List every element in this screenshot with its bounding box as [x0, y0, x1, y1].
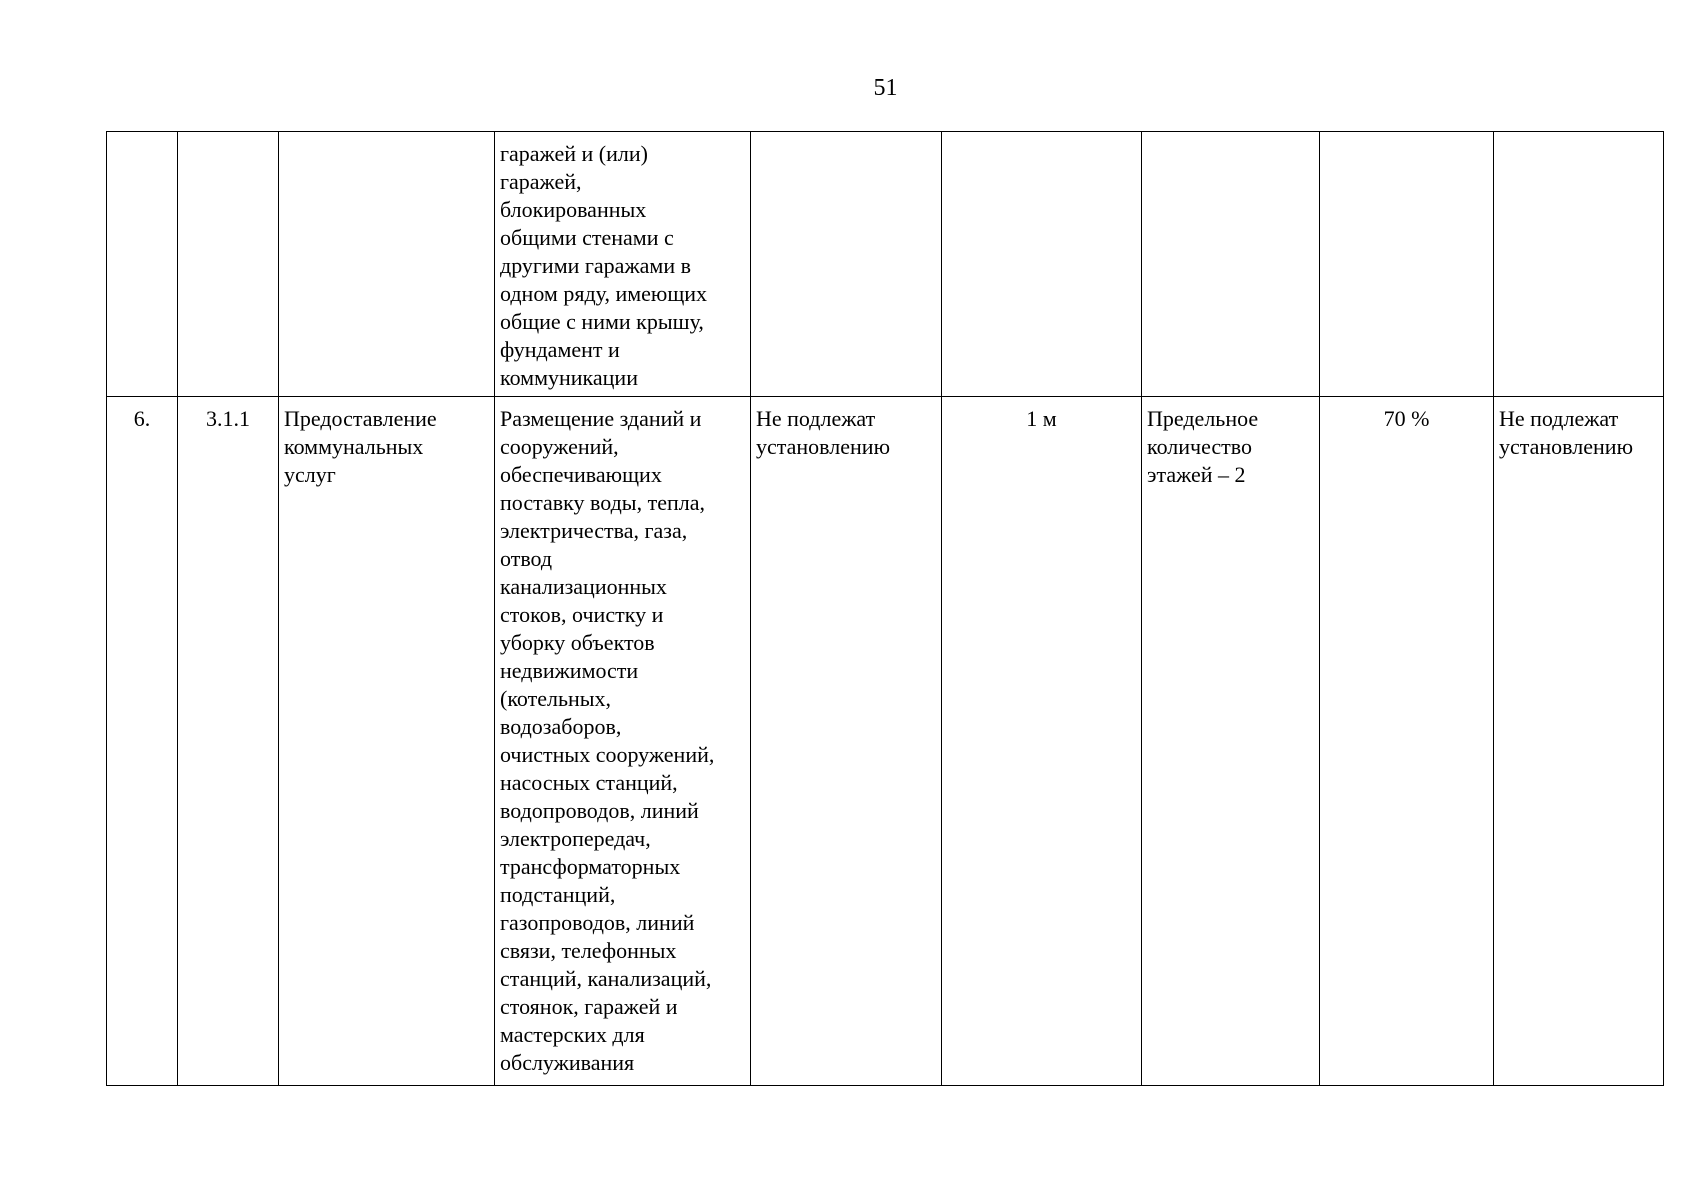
table-row — [107, 397, 1664, 1086]
page-number: 51 — [873, 75, 898, 101]
use-name-cell — [279, 132, 495, 397]
description-cell: гаражей и (или) гаражей, блокированных общими стенами с другими гаражами в одном ряду, имеющих общие с ними крышу, фундамент и коммуникации — [495, 132, 751, 397]
row-number-cell: 6. — [107, 397, 178, 1086]
column-8-cell — [1320, 132, 1494, 397]
column-7-cell: Предельное количество этажей – 2 — [1142, 397, 1320, 1086]
row-number-cell — [107, 132, 178, 397]
column-9-cell: Не подлежат установлению — [1494, 397, 1664, 1086]
column-9-cell — [1494, 132, 1664, 397]
table-row — [107, 132, 1664, 397]
column-7-cell — [1142, 132, 1320, 397]
column-5-cell — [751, 132, 942, 397]
column-6-cell — [942, 132, 1142, 397]
code-cell: 3.1.1 — [178, 397, 279, 1086]
column-8-cell: 70 % — [1320, 397, 1494, 1086]
regulations-table — [106, 131, 1664, 1086]
column-6-cell: 1 м — [942, 397, 1142, 1086]
description-cell: Размещение зданий и сооружений, обеспечивающих поставку воды, тепла, электричества, газа, отвод канализационных стоков, очистку и уборку объектов недвижимости (котельных, водозаборов, очистных сооружений, насосных станций, водопроводов, линий электропередач, трансформаторных подстанций, газопроводов, линий связи, телефонных станций, канализаций, стоянок, гаражей и мастерских для обслуживания — [495, 397, 751, 1086]
code-cell — [178, 132, 279, 397]
column-5-cell: Не подлежат установлению — [751, 397, 942, 1086]
use-name-cell: Предоставление коммунальных услуг — [279, 397, 495, 1086]
